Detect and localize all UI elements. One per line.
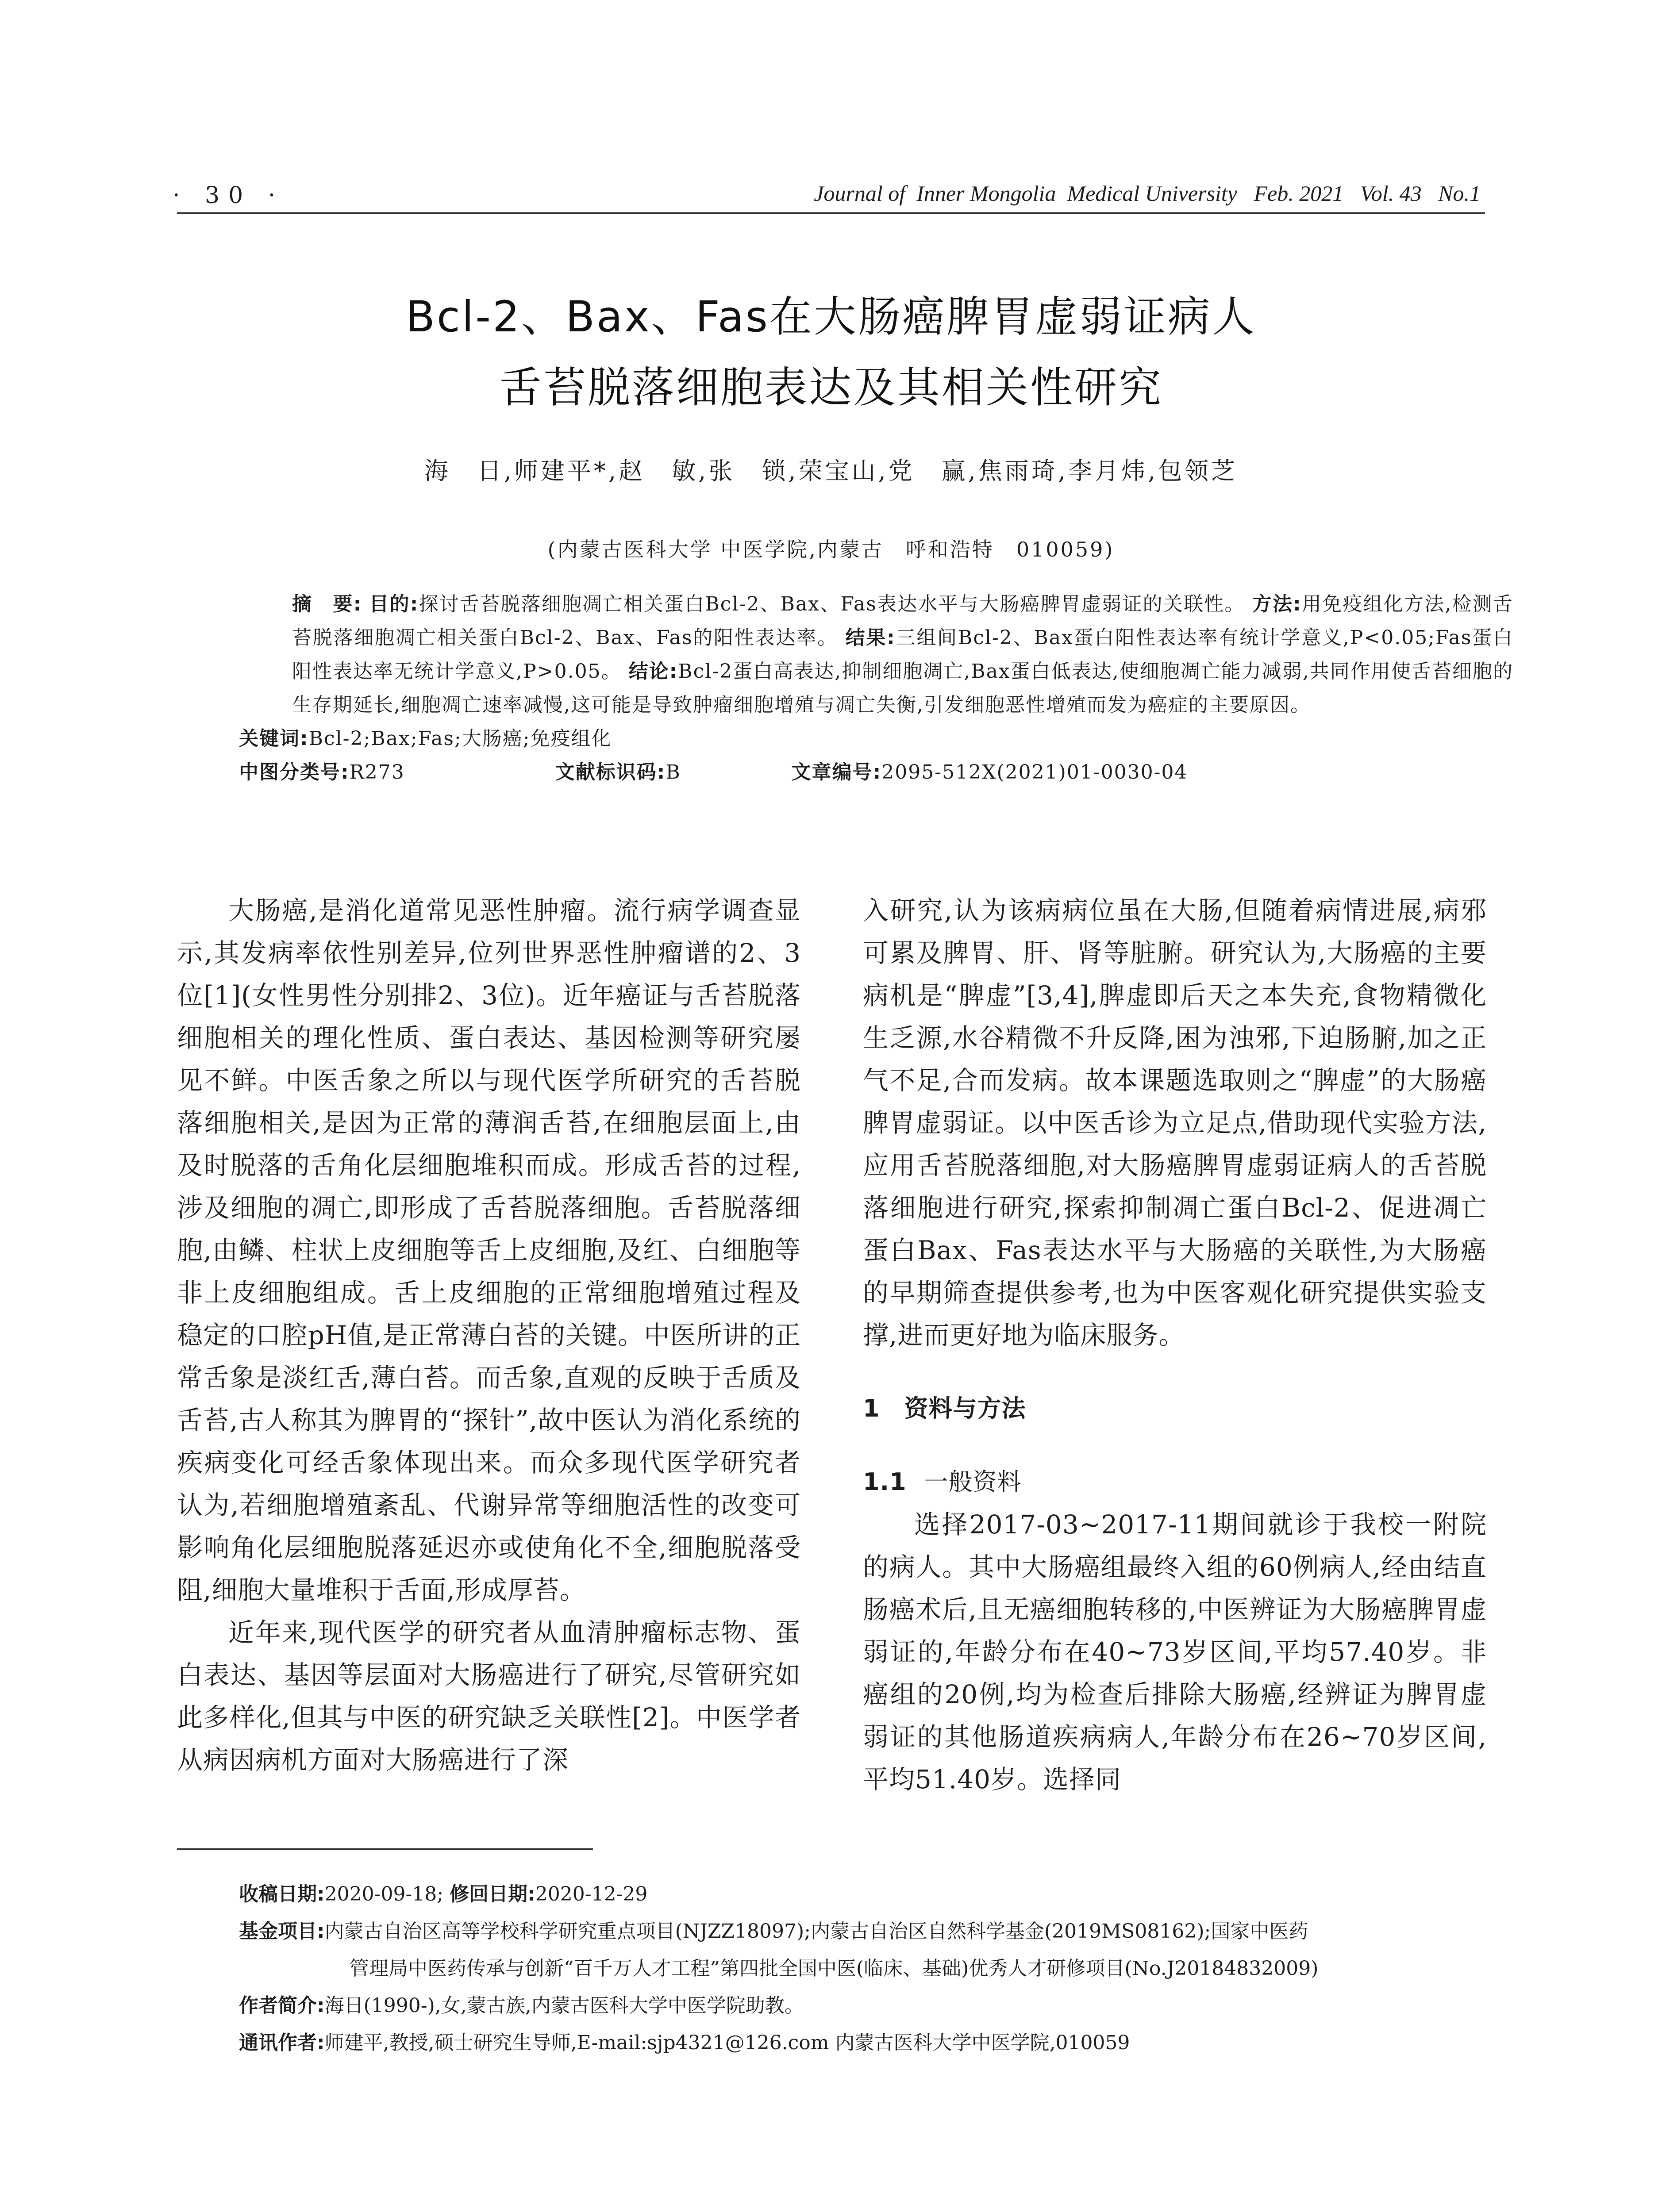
author-note — [239, 1987, 1513, 2024]
classification-line — [239, 756, 1513, 789]
dates-note — [239, 1876, 1513, 1913]
fund-note — [239, 1913, 1513, 1950]
section-heading: 1 资料与方法 — [863, 1394, 1026, 1422]
author-text: 海日(1990-),女,蒙古族,内蒙古医科大学中医学院助教。 — [324, 1994, 804, 2017]
conclusion-text: Bcl-2蛋白高表达,抑制细胞凋亡,Bax蛋白低表达,使细胞凋亡能力减弱,共同作用使舌苔细胞的生存期延长,细胞凋亡速率减慢,这可能是导致肿瘤细胞增殖与凋亡失衡,引发细胞恶性增殖而发为癌症的主要原因。 — [292, 660, 1513, 716]
revised-label: 修回日期: — [450, 1883, 535, 1905]
methods-text: 用免疫组化方法,检测舌苔脱落细胞凋亡相关蛋白Bcl-2、Bax、Fas的阳性表达率。 — [292, 593, 1513, 649]
received-date: 2020-09-18; — [324, 1883, 444, 1905]
abstract-body — [239, 588, 1513, 722]
body-paragraph: 入研究,认为该病病位虽在大肠,但随着病情进展,病邪可累及脾胃、肝、肾等脏腑。研究认为,大肠癌的主要病机是“脾虚”[3,4],脾虚即后天之本失充,食物精微化生乏源,水谷精微不升反降,困为浊邪,下迫肠腑,加之正气不足,合而发病。故本课题选取则之“脾虚”的大肠癌脾胃虚弱证。以中医舌诊为立足点,借助现代实验方法,应用舌苔脱落细胞,对大肠癌脾胃虚弱证病人的舌苔脱落细胞进行研究,探索抑制凋亡蛋白Bcl-2、促进凋亡蛋白Bax、Fas表达水平与大肠癌的关联性,为大肠癌的早期筛查提供参考,也为中医客观化研究提供实验支撑,进而更好地为临床服务。 — [863, 895, 1487, 1350]
article-id-value: 2095-512X(2021)01-0030-04 — [881, 761, 1188, 783]
objective-label: 目的: — [369, 593, 419, 615]
title-line-1: Bcl-2、Bax、Fas在大肠癌脾胃虚弱证病人 — [406, 292, 1256, 342]
title-line-2: 舌苔脱落细胞表达及其相关性研究 — [499, 363, 1163, 412]
received-label: 收稿日期: — [239, 1883, 325, 1905]
doc-code-label: 文献标识码: — [555, 761, 666, 783]
abstract — [239, 588, 1513, 789]
keywords-line — [239, 722, 1513, 756]
body-right-column — [863, 889, 1487, 1801]
clc-label: 中图分类号: — [239, 761, 350, 783]
abstract-label: 摘 要: — [292, 593, 362, 615]
body-paragraph: 大肠癌,是消化道常见恶性肿瘤。流行病学调查显示,其发病率依性别差异,位列世界恶性肿瘤谱的2、3位[1](女性男性分别排2、3位)。近年癌证与舌苔脱落细胞相关的理化性质、蛋白表达、基因检测等研究屡见不鲜。中医舌象之所以与现代医学所研究的舌苔脱落细胞相关,是因为正常的薄润舌苔,在细胞层面上,由及时脱落的舌角化层细胞堆积而成。形成舌苔的过程,涉及细胞的凋亡,即形成了舌苔脱落细胞。舌苔脱落细胞,由鳞、柱状上皮细胞等舌上皮细胞,及红、白细胞等非上皮细胞组成。舌上皮细胞的正常细胞增殖过程及稳定的口腔pH值,是正常薄白苔的关键。中医所讲的正常舌象是淡红舌,薄白苔。而舌象,直观的反映于舌质及舌苔,古人称其为脾胃的“探针”,故中医认为消化系统的疾病变化可经舌象体现出来。而众多现代医学研究者认为,若细胞增殖紊乱、代谢异常等细胞活性的改变可影响角化层细胞脱落延迟亦或使角化不全,细胞脱落受阻,细胞大量堆积于舌面,形成厚苔。 — [177, 895, 801, 1605]
author-label: 作者简介: — [239, 1994, 325, 2017]
methods-label: 方法: — [1252, 593, 1302, 615]
article-id-label: 文章编号: — [791, 761, 882, 783]
body-paragraph: 近年来,现代医学的研究者从血清肿瘤标志物、蛋白表达、基因等层面对大肠癌进行了研究,尽管研究如此多样化,但其与中医的研究缺乏关联性[2]。中医学者从病因病机方面对大肠癌进行了深 — [177, 1617, 801, 1775]
subsection-heading — [863, 1461, 1487, 1503]
fund-text-1: 内蒙古自治区高等学校科学研究重点项目(NJZZ18097);内蒙古自治区自然科学基金(2019MS08162);国家中医药 — [324, 1920, 1308, 1943]
corresponding-text: 师建平,教授,硕士研究生导师,E-mail:sjp4321@126.com 内蒙古医科大学中医学院,010059 — [324, 2032, 1130, 2054]
corresponding-note — [239, 2024, 1513, 2062]
keywords-value: Bcl-2;Bax;Fas;大肠癌;免疫组化 — [308, 727, 612, 750]
subsection-title: 一般资料 — [924, 1468, 1022, 1496]
revised-date: 2020-12-29 — [535, 1883, 648, 1905]
subsection-number: 1.1 — [863, 1468, 907, 1496]
keywords-label: 关键词: — [239, 727, 309, 750]
page-number: · 30 · — [173, 182, 285, 209]
footnotes — [239, 1876, 1513, 2062]
header-rule — [177, 212, 1485, 214]
clc-value: R273 — [349, 761, 405, 783]
footnote-rule — [177, 1848, 593, 1850]
results-text: 三组间Bcl-2、Bax蛋白阳性表达率有统计学意义,P<0.05;Fas蛋白阳性表达率无统计学意义,P>0.05。 — [292, 626, 1513, 683]
conclusion-label: 结论: — [628, 660, 678, 683]
doc-code-value: B — [666, 761, 681, 783]
author-list: 海 日,师建平*,赵 敏,张 锁,荣宝山,党 赢,焦雨琦,李月炜,包领芝 — [424, 457, 1238, 485]
journal-header: Journal of Inner Mongolia Medical University Feb. 2021 Vol. 43 No.1 — [814, 181, 1481, 206]
fund-note-cont: 管理局中医药传承与创新“百千万人才工程”第四批全国中医(临床、基础)优秀人才研修项目(No.J20184832009) — [350, 1957, 1319, 1980]
affiliation: (内蒙古医科大学 中医学院,内蒙古 呼和浩特 010059) — [547, 538, 1115, 561]
fund-label: 基金项目: — [239, 1920, 325, 1943]
body-left-column — [177, 889, 801, 1781]
body-paragraph: 选择2017-03~2017-11期间就诊于我校一附院的病人。其中大肠癌组最终入组的60例病人,经由结直肠癌术后,且无癌细胞转移的,中医辨证为大肠癌脾胃虚弱证的,年龄分布在40~73岁区间,平均57.40岁。非癌组的20例,均为检查后排除大肠癌,经辨证为脾胃虚弱证的其他肠道疾病病人,年龄分布在26~70岁区间,平均51.40岁。选择同 — [863, 1509, 1487, 1794]
results-label: 结果: — [845, 626, 896, 649]
objective-text: 探讨舌苔脱落细胞凋亡相关蛋白Bcl-2、Bax、Fas表达水平与大肠癌脾胃虚弱证的关联性。 — [419, 593, 1245, 615]
corresponding-label: 通讯作者: — [239, 2032, 325, 2054]
